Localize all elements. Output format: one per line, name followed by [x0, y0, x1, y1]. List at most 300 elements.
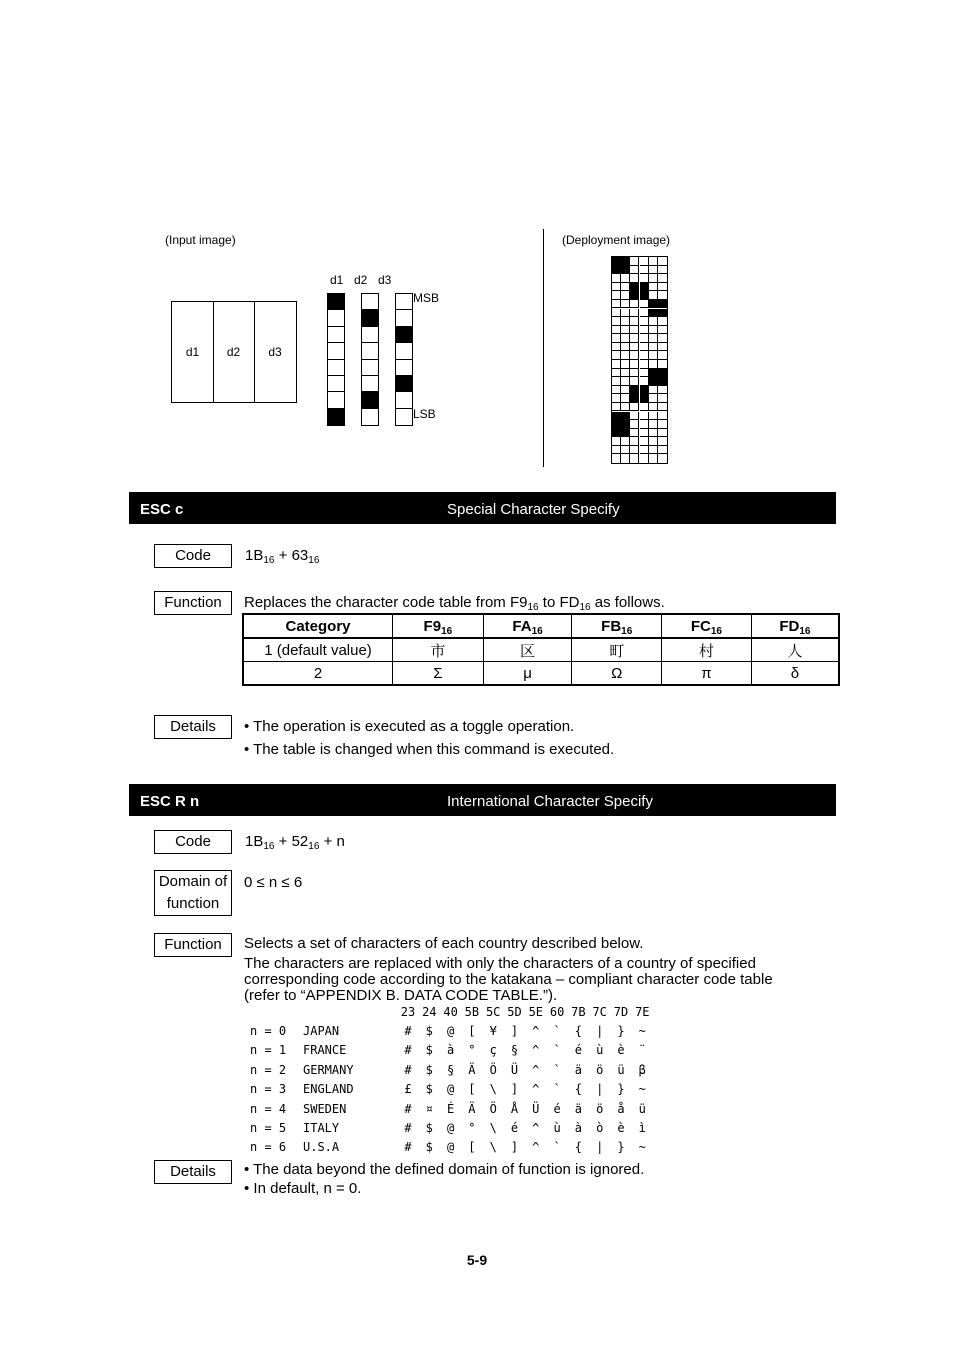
deployment-dot	[640, 266, 649, 275]
deployment-grid	[611, 256, 668, 464]
country-char: Ü	[510, 1062, 519, 1077]
bit-cell	[328, 310, 344, 326]
bit-cell	[362, 392, 378, 408]
deployment-dot	[612, 351, 621, 360]
deployment-dot	[612, 394, 621, 403]
table-cell: 2	[243, 662, 393, 686]
deployment-dot	[630, 377, 639, 386]
deployment-dot	[621, 446, 630, 455]
deployment-dot	[621, 437, 630, 446]
country-char: `	[553, 1024, 561, 1038]
deployment-dot	[630, 351, 639, 360]
deployment-dot	[649, 429, 658, 438]
deployment-dot	[621, 300, 630, 309]
country-char: é	[553, 1101, 561, 1116]
special-character-table	[242, 613, 840, 686]
deployment-dot	[621, 291, 630, 300]
deployment-dot	[621, 309, 630, 318]
deployment-dot	[658, 369, 667, 378]
table-row	[243, 662, 839, 686]
country-char: Ä	[468, 1101, 476, 1116]
deployment-dot	[640, 437, 649, 446]
country-char: ¨	[638, 1043, 646, 1058]
deployment-dot	[658, 412, 667, 421]
country-char: ü	[638, 1101, 646, 1116]
country-char: #	[404, 1024, 412, 1038]
code-header: 5C	[485, 1005, 501, 1019]
deployment-dot	[658, 274, 667, 283]
country-char: ^	[532, 1024, 540, 1038]
bit-cell	[396, 327, 412, 343]
deployment-dot	[640, 300, 649, 309]
country-char: [	[468, 1082, 476, 1097]
deployment-dot	[649, 369, 658, 378]
country-char: #	[404, 1062, 412, 1077]
code-label: Code	[154, 544, 232, 568]
deployment-dot	[621, 257, 630, 266]
deployment-dot	[630, 437, 639, 446]
deployment-dot	[612, 300, 621, 309]
deployment-dot	[630, 274, 639, 283]
table-header: $FB_{16}$	[572, 614, 662, 638]
deployment-dot	[612, 283, 621, 292]
domain-value: 0 ≤ n ≤ 6	[244, 874, 303, 891]
country-char: à	[446, 1043, 455, 1058]
diagram-divider	[543, 229, 544, 467]
country-char: é	[574, 1043, 582, 1058]
country-name: GERMANY	[303, 1062, 354, 1077]
deployment-dot	[658, 377, 667, 386]
deployment-dot	[621, 317, 630, 326]
deployment-dot	[612, 386, 621, 395]
deployment-dot	[630, 257, 639, 266]
deployment-dot	[612, 309, 621, 318]
deployment-dot	[640, 360, 649, 369]
input-box-d1: d1	[185, 345, 200, 359]
table-cell: 1 (default value)	[243, 638, 393, 662]
deployment-dot	[640, 351, 649, 360]
code-header: 5E	[528, 1005, 544, 1019]
deployment-dot	[630, 283, 639, 292]
country-char: \	[489, 1082, 497, 1097]
details-line: • The data beyond the defined domain of function is ignored.	[244, 1161, 645, 1178]
table-cell: 村	[662, 638, 752, 662]
country-char: {	[574, 1024, 582, 1038]
country-char: `	[553, 1140, 561, 1155]
deployment-dot	[649, 377, 658, 386]
deployment-dot	[640, 394, 649, 403]
country-char: Ä	[468, 1062, 476, 1077]
country-char: ò	[596, 1121, 604, 1135]
deployment-dot	[640, 274, 649, 283]
deployment-dot	[640, 412, 649, 421]
deployment-dot	[658, 343, 667, 352]
deployment-dot	[621, 454, 630, 463]
deployment-dot	[640, 420, 649, 429]
code-label: Code	[154, 830, 232, 854]
deployment-dot	[640, 257, 649, 266]
country-char: §	[446, 1062, 455, 1077]
country-char: #	[404, 1043, 412, 1058]
country-char: ]	[510, 1140, 519, 1155]
deployment-dot	[649, 403, 658, 412]
details-line: • The table is changed when this command is executed.	[244, 741, 615, 758]
deployment-dot	[649, 334, 658, 343]
deployment-dot	[630, 454, 639, 463]
deployment-dot	[658, 437, 667, 446]
country-char: @	[446, 1140, 455, 1155]
deployment-dot	[649, 309, 658, 318]
country-name: JAPAN	[303, 1024, 340, 1038]
deployment-dot	[658, 454, 667, 463]
code-header: 40	[443, 1005, 458, 1019]
deployment-dot	[640, 369, 649, 378]
country-char: ä	[574, 1101, 582, 1116]
country-name: SWEDEN	[303, 1101, 347, 1116]
deployment-dot	[649, 274, 658, 283]
table-cell: π	[662, 662, 752, 686]
deployment-dot	[658, 420, 667, 429]
deployment-dot	[621, 351, 630, 360]
country-char: ç	[489, 1043, 497, 1058]
deployment-dot	[612, 334, 621, 343]
deployment-dot	[640, 377, 649, 386]
table-header: $FA_{16}$	[483, 614, 572, 638]
deployment-dot	[658, 309, 667, 318]
deployment-dot	[649, 257, 658, 266]
deployment-dot	[640, 291, 649, 300]
country-char: à	[574, 1121, 582, 1135]
deployment-dot	[630, 266, 639, 275]
country-char: ö	[596, 1101, 604, 1116]
msb-label: MSB	[413, 291, 440, 305]
deployment-dot	[612, 420, 621, 429]
deployment-dot	[621, 429, 630, 438]
country-char: [	[468, 1140, 476, 1155]
deployment-dot	[630, 394, 639, 403]
country-name: FRANCE	[303, 1043, 347, 1058]
country-char: ù	[596, 1043, 604, 1058]
country-char: $	[425, 1140, 433, 1155]
table-cell: Σ	[393, 662, 484, 686]
function-line: Selects a set of characters of each country described below.	[244, 935, 644, 952]
bit-cell	[362, 409, 378, 425]
country-char: ^	[532, 1062, 540, 1077]
deployment-dot	[621, 420, 630, 429]
country-char: |	[596, 1024, 604, 1038]
country-char: `	[553, 1043, 561, 1058]
bit-cell	[328, 294, 344, 310]
table-cell: 区	[483, 638, 572, 662]
table-header-row	[243, 614, 839, 638]
deployment-dot	[640, 343, 649, 352]
country-n: n = 0	[250, 1024, 287, 1038]
country-char: }	[617, 1024, 625, 1038]
bit-cell	[362, 343, 378, 359]
country-char: ì	[638, 1121, 646, 1135]
deployment-dot	[612, 257, 621, 266]
deployment-dot	[630, 291, 639, 300]
bit-cell	[362, 310, 378, 326]
country-char: °	[468, 1121, 476, 1135]
deployment-dot	[658, 429, 667, 438]
deployment-dot	[630, 420, 639, 429]
country-char: {	[574, 1140, 582, 1155]
deployment-dot	[649, 412, 658, 421]
deployment-image-label: (Deployment image)	[562, 233, 671, 247]
country-char: \	[489, 1140, 497, 1155]
country-n: n = 6	[250, 1140, 287, 1155]
function-label: Function	[154, 591, 232, 615]
country-char: ^	[532, 1121, 540, 1135]
column-label-d2: d2	[354, 273, 368, 287]
country-char: #	[404, 1101, 412, 1116]
bit-cell	[362, 327, 378, 343]
country-char: ]	[510, 1024, 519, 1038]
deployment-dot	[630, 386, 639, 395]
country-char: ~	[638, 1082, 646, 1097]
bit-column-d3	[395, 293, 413, 426]
deployment-dot	[621, 394, 630, 403]
country-char: ä	[574, 1062, 582, 1077]
country-char: è	[617, 1121, 625, 1135]
details-line: • In default, n = 0.	[244, 1180, 362, 1197]
country-char: ]	[510, 1082, 519, 1097]
code-header: 7C	[592, 1005, 607, 1019]
table-cell: μ	[483, 662, 572, 686]
table-header: Category	[243, 614, 393, 638]
country-char: è	[617, 1043, 625, 1058]
deployment-dot	[640, 309, 649, 318]
deployment-dot	[630, 446, 639, 455]
details-label: Details	[154, 1160, 232, 1184]
country-char: ^	[532, 1082, 540, 1097]
bit-cell	[362, 376, 378, 392]
country-name: ITALY	[303, 1121, 340, 1135]
deployment-dot	[612, 274, 621, 283]
bit-cell	[328, 376, 344, 392]
country-char: @	[446, 1121, 455, 1135]
deployment-dot	[621, 360, 630, 369]
lsb-label: LSB	[413, 407, 436, 421]
deployment-dot	[658, 446, 667, 455]
code-value: $1B_{16} + 63_{16}$	[245, 547, 320, 566]
country-char: å	[617, 1101, 625, 1116]
deployment-dot	[658, 334, 667, 343]
command-name: ESC R n	[140, 793, 200, 810]
country-n: n = 1	[250, 1043, 287, 1058]
country-char: #	[404, 1121, 412, 1135]
table-cell: Ω	[572, 662, 662, 686]
deployment-dot	[621, 386, 630, 395]
bit-cell	[328, 343, 344, 359]
deployment-dot	[630, 334, 639, 343]
deployment-dot	[621, 326, 630, 335]
deployment-dot	[649, 291, 658, 300]
deployment-dot	[649, 283, 658, 292]
deployment-dot	[649, 351, 658, 360]
deployment-dot	[658, 300, 667, 309]
country-char: Ü	[532, 1101, 540, 1116]
country-char: $	[425, 1024, 433, 1038]
deployment-dot	[612, 412, 621, 421]
country-name: U.S.A	[303, 1140, 340, 1155]
deployment-dot	[621, 343, 630, 352]
details-line: • The operation is executed as a toggle operation.	[244, 718, 575, 735]
deployment-dot	[649, 394, 658, 403]
bit-column-d2	[361, 293, 379, 426]
code-value: $1B_{16} + 52_{16} + n$	[245, 833, 345, 852]
country-char: °	[468, 1043, 476, 1058]
country-char: É	[446, 1101, 455, 1116]
country-char: `	[553, 1082, 561, 1097]
bit-cell	[396, 360, 412, 376]
function-line: (refer to “APPENDIX B. DATA CODE TABLE.”).	[244, 987, 558, 1004]
input-image-box	[171, 301, 297, 403]
function-line: The characters are replaced with only the characters of a country of specified	[244, 955, 756, 972]
deployment-dot	[649, 266, 658, 275]
country-char: Ö	[489, 1062, 497, 1077]
bit-cell	[328, 327, 344, 343]
country-char: §	[510, 1043, 519, 1058]
bit-cell	[396, 409, 412, 425]
deployment-dot	[612, 343, 621, 352]
country-char: #	[404, 1140, 412, 1155]
section-bar-esc-c	[129, 492, 836, 524]
deployment-dot	[621, 369, 630, 378]
code-header: 23	[400, 1005, 416, 1019]
deployment-dot	[630, 343, 639, 352]
country-char: {	[574, 1082, 582, 1097]
bit-cell	[396, 376, 412, 392]
deployment-dot	[612, 369, 621, 378]
table-header: $FD_{16}$	[751, 614, 839, 638]
country-n: n = 4	[250, 1101, 287, 1116]
country-char: ¤	[425, 1101, 433, 1116]
deployment-dot	[612, 266, 621, 275]
deployment-dot	[658, 291, 667, 300]
deployment-dot	[621, 283, 630, 292]
command-name: ESC c	[140, 501, 184, 518]
country-char: @	[446, 1082, 455, 1097]
deployment-dot	[658, 403, 667, 412]
deployment-dot	[658, 266, 667, 275]
country-char: ~	[638, 1024, 646, 1038]
code-header: 7D	[613, 1005, 629, 1019]
page-number: 5-9	[466, 1252, 488, 1268]
country-char: |	[596, 1140, 604, 1155]
country-char: $	[425, 1082, 433, 1097]
input-box-d2: d2	[226, 345, 241, 359]
deployment-dot	[630, 412, 639, 421]
deployment-dot	[630, 369, 639, 378]
deployment-dot	[640, 326, 649, 335]
deployment-dot	[612, 326, 621, 335]
table-header: $F9_{16}$	[393, 614, 484, 638]
deployment-dot	[640, 446, 649, 455]
bit-column-d1	[327, 293, 345, 426]
function-label: Function	[154, 933, 232, 957]
bit-cell	[396, 294, 412, 310]
function-line: corresponding code according to the katakana – compliant character code table	[244, 971, 773, 988]
deployment-dot	[621, 266, 630, 275]
table-cell: δ	[751, 662, 839, 686]
deployment-dot	[640, 334, 649, 343]
country-char: ^	[532, 1140, 540, 1155]
bit-cell	[396, 310, 412, 326]
deployment-dot	[649, 317, 658, 326]
country-char: β	[638, 1062, 646, 1077]
bit-cell	[328, 392, 344, 408]
bit-cell	[328, 360, 344, 376]
country-n: n = 2	[250, 1062, 287, 1077]
country-char: $	[425, 1062, 433, 1077]
deployment-dot	[649, 300, 658, 309]
deployment-dot	[649, 386, 658, 395]
country-char: $	[425, 1121, 433, 1135]
details-label: Details	[154, 715, 232, 739]
deployment-dot	[612, 317, 621, 326]
deployment-dot	[649, 420, 658, 429]
deployment-dot	[649, 446, 658, 455]
deployment-dot	[612, 437, 621, 446]
deployment-dot	[612, 446, 621, 455]
bit-cell	[362, 360, 378, 376]
code-header: 60	[549, 1005, 565, 1019]
code-header: 24	[422, 1005, 437, 1019]
country-char: `	[553, 1062, 561, 1077]
command-title: Special Character Specify	[447, 501, 620, 518]
table-header: $FC_{16}$	[662, 614, 752, 638]
function-text: Replaces the character code table from $F9_{16}$ to $FD_{16}$ as follows.	[244, 594, 665, 613]
deployment-dot	[630, 317, 639, 326]
deployment-dot	[640, 317, 649, 326]
bit-cell	[396, 392, 412, 408]
deployment-dot	[630, 309, 639, 318]
deployment-dot	[649, 454, 658, 463]
country-char: é	[510, 1121, 519, 1135]
deployment-dot	[658, 360, 667, 369]
country-char: @	[446, 1024, 455, 1038]
deployment-dot	[621, 403, 630, 412]
country-char: ~	[638, 1140, 646, 1155]
deployment-dot	[640, 454, 649, 463]
section-bar-esc-r-n	[129, 784, 836, 816]
deployment-dot	[621, 377, 630, 386]
deployment-dot	[612, 454, 621, 463]
domain-label: Domain of function	[154, 870, 232, 916]
table-cell: 人	[751, 638, 839, 662]
country-n: n = 3	[250, 1082, 287, 1097]
deployment-dot	[658, 317, 667, 326]
country-char: £	[404, 1082, 412, 1097]
deployment-dot	[640, 283, 649, 292]
table-row	[243, 638, 839, 662]
input-image-label: (Input image)	[165, 233, 236, 247]
country-name: ENGLAND	[303, 1082, 354, 1097]
deployment-dot	[649, 360, 658, 369]
code-header: 5B	[464, 1005, 480, 1019]
deployment-dot	[649, 437, 658, 446]
deployment-dot	[658, 326, 667, 335]
deployment-dot	[630, 403, 639, 412]
deployment-dot	[621, 334, 630, 343]
deployment-dot	[658, 351, 667, 360]
country-char: |	[596, 1082, 604, 1097]
deployment-dot	[640, 403, 649, 412]
bit-cell	[362, 294, 378, 310]
code-header: 7E	[635, 1005, 650, 1019]
